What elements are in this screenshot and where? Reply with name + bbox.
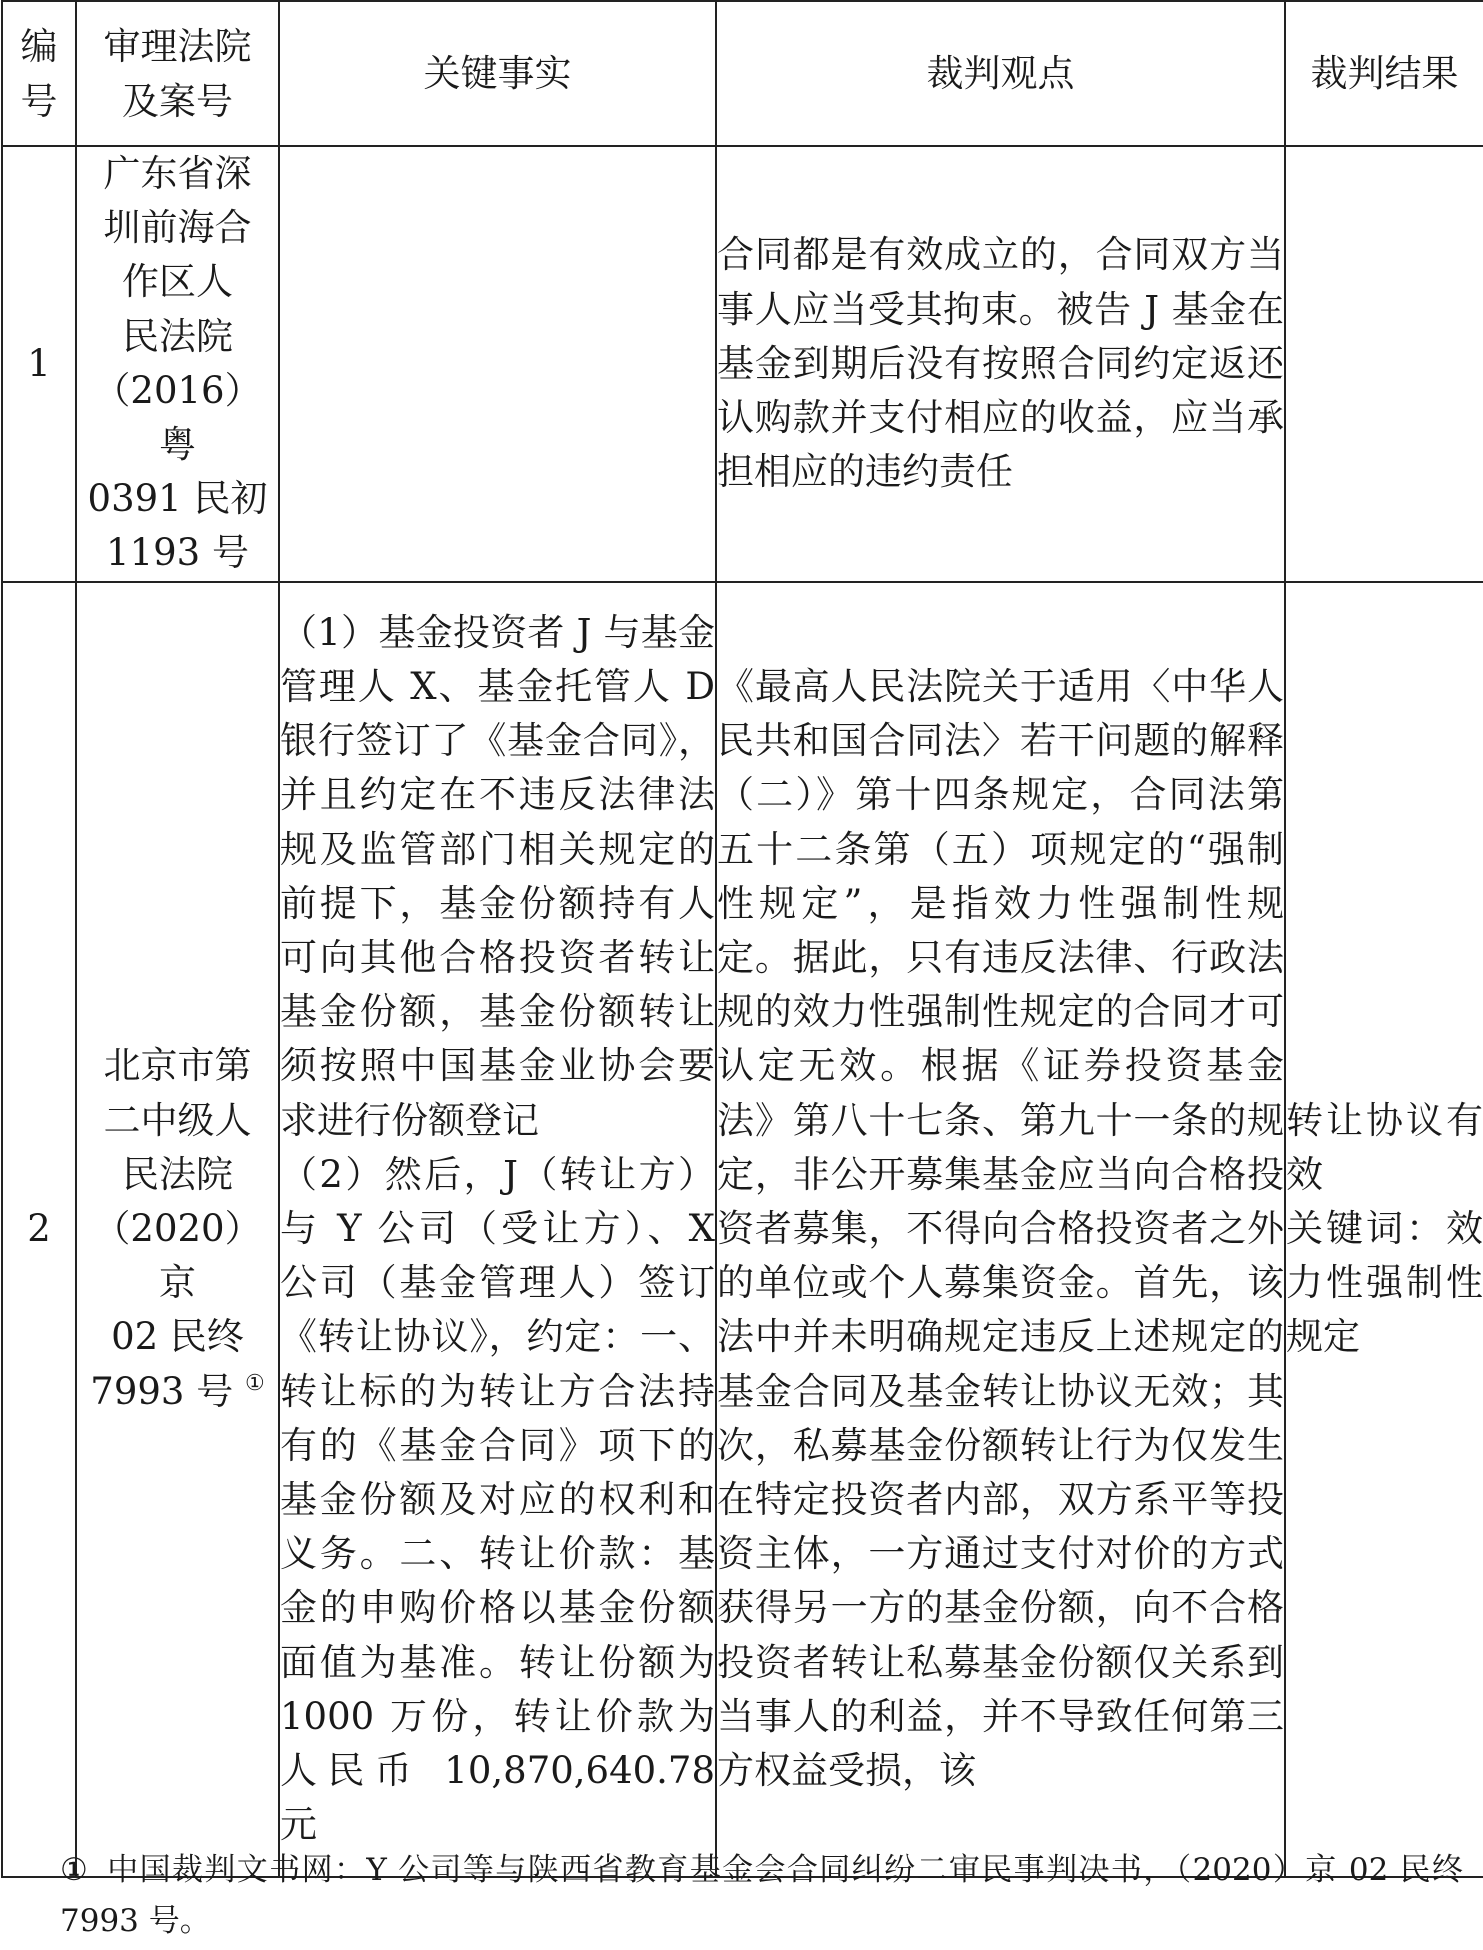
- row-index-cell: 2: [2, 582, 76, 1877]
- result-line: 转让协议有效: [1286, 1098, 1483, 1196]
- court-line: 圳前海合: [103, 206, 252, 250]
- view-text: 《最高人民法院关于适用〈中华人民共和国合同法〉若干问题的解释（二）》第十四条规定，合同法第五十二条第（五）项规定的“强制性规定”，是指效力性强制性规定。据此，只有违反法律、行政法规的效力性强制性规定的合同才可认定无效。根据《证券投资基金法》第八十七条、第九十一条的规定，非公开募集基金应当向合格投资者募集，不得向合格投资者之外的单位或个人募集资金。首先，该法中并未明确规定违反上述规定的基金合同及基金转让协议无效；其次，私募基金份额转让行为仅发生在特定投资者内部，双方系平等投资主体，一方通过支付对价的方式获得另一方的基金份额，向不合格投资者转让私募基金份额仅关系到当事人的利益，并不导致任何第三方权益受损，该: [717, 664, 1284, 1793]
- court-line: 二中级人: [103, 1098, 252, 1142]
- footnote: [0, 1845, 1483, 1947]
- court-line: 0391 民初: [87, 477, 268, 521]
- court-line: 1193 号: [106, 531, 249, 575]
- court-line: 北京市第: [103, 1044, 252, 1088]
- case-table: [1, 0, 1483, 1878]
- header-view: 裁判观点: [716, 1, 1285, 146]
- court-line: 作区人: [122, 260, 233, 304]
- court-line-with-footnote: [77, 1365, 278, 1419]
- header-facts: 关键事实: [279, 1, 716, 146]
- court-line: （2020）京: [93, 1207, 262, 1305]
- court-line-text: 7993 号: [90, 1369, 234, 1413]
- court-line: 民法院: [122, 1152, 233, 1196]
- court-cell: [76, 582, 279, 1877]
- court-line: 02 民终: [111, 1315, 244, 1359]
- facts-text: （1）基金投资者 J 与基金管理人 X、基金托管人 D 银行签订了《基金合同》，并且约定在不违反法律法规及监管部门相关规定的前提下，基金份额持有人可向其他合格投资者转让基金份额，基金份额转让须按照中国基金业协会要求进行份额登记 （2）然后，J（转让方）与 Y 公司（受让方）、X 公司（基金管理人）签订《转让协议》，约定：一、转让标的为转让方合法持有的《基金合同》项下的基金份额及对应的权利和义务。二、转让价款：基金的申购价格以基金份额面值为基准。转让份额为 1000 万份，转让价款为人民币 10,870,640.78 元: [280, 610, 715, 1847]
- footnote-marker: ①: [60, 1852, 90, 1888]
- court-line: （2016）粤: [93, 368, 262, 467]
- court-line: 广东省深: [103, 152, 252, 195]
- table-row: [2, 582, 1483, 1877]
- header-court: 审理法院及案号: [76, 1, 279, 146]
- court-line: 民法院: [122, 314, 233, 358]
- view-cell: 合同都是有效成立的，合同双方当事人应当受其拘束。被告 J 基金在基金到期后没有按照合同约定返还认购款并支付相应的收益，应当承担相应的违约责任: [716, 146, 1285, 582]
- table-header-row: [2, 1, 1483, 146]
- court-cell: [76, 146, 279, 582]
- result-cell: [1285, 582, 1483, 1877]
- facts-cell: [279, 582, 716, 1877]
- table-row: [2, 146, 1483, 582]
- footnote-ref-marker[interactable]: ①: [244, 1370, 265, 1396]
- header-result: 裁判结果: [1285, 1, 1483, 146]
- view-cell: [716, 582, 1285, 1877]
- footnote-text: 中国裁判文书网：Y 公司等与陕西省教育基金会合同纠纷二审民事判决书，（2020）京 02 民终 7993 号。: [60, 1852, 1463, 1939]
- facts-cell: [279, 146, 716, 582]
- result-line: 关键词：效力性强制性规定: [1286, 1207, 1483, 1359]
- footnote-row: [0, 1845, 1483, 1947]
- result-cell: [1285, 146, 1483, 582]
- header-index: 编号: [2, 1, 76, 146]
- row-index-cell: 1: [2, 146, 76, 582]
